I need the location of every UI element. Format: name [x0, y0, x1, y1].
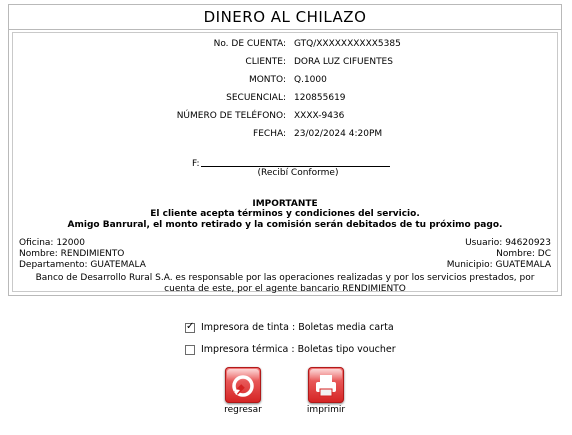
signature-label: F:: [192, 159, 200, 169]
office-text: Oficina: 12000: [19, 238, 85, 248]
disclaimer-text: Banco de Desarrollo Rural S.A. es responsable por las operaciones realizadas y por los servicios prestados, por cuenta de este, por el agente bancario RENDIMIENTO: [35, 273, 535, 294]
field-label: SECUENCIAL:: [226, 93, 286, 103]
user-text: Usuario: 94620923: [465, 238, 551, 248]
field-value: XXXX-9436: [294, 111, 345, 121]
field-value: DORA LUZ CIFUENTES: [294, 57, 393, 67]
inkjet-label: Impresora de tinta : Boletas media carta: [201, 322, 394, 333]
receipt-title: DINERO AL CHILAZO: [9, 5, 561, 30]
field-row-sequence: [13, 91, 557, 105]
field-row-date: [13, 127, 557, 141]
user-name-text: Nombre: DC: [496, 249, 551, 259]
printer-icon[interactable]: [308, 367, 344, 403]
agent-name-text: Nombre: RENDIMIENTO: [19, 249, 125, 259]
field-label: MONTO:: [248, 75, 286, 85]
check-icon: ✓: [186, 321, 195, 332]
important-line-1: El cliente acepta términos y condiciones del servicio.: [150, 209, 420, 219]
field-value: 120855619: [294, 93, 346, 103]
thermal-label: Impresora térmica : Boletas tipo voucher: [201, 344, 396, 355]
important-line-2: Amigo Banrural, el monto retirado y la comisión serán debitados de tu próximo pago.: [67, 220, 503, 230]
signature-line: [201, 166, 390, 167]
back-label: regresar: [224, 405, 262, 415]
receipt-panel: [8, 4, 562, 296]
field-row-client: [13, 55, 557, 69]
field-row-amount: [13, 73, 557, 87]
field-label: CLIENTE:: [245, 57, 286, 67]
option-thermal-printer[interactable]: [185, 343, 396, 357]
field-value: Q.1000: [294, 75, 327, 85]
field-value: 23/02/2024 4:20PM: [294, 129, 383, 139]
field-value: GTQ/XXXXXXXXXX5385: [294, 39, 401, 49]
signature-note: (Recibí Conforme): [257, 168, 339, 178]
inkjet-checkbox[interactable]: [185, 323, 195, 333]
important-title: IMPORTANTE: [252, 199, 318, 209]
field-label: NÚMERO DE TELÉFONO:: [176, 111, 286, 121]
field-row-phone: [13, 109, 557, 123]
field-label: FECHA:: [253, 129, 286, 139]
print-label: imprimir: [306, 405, 346, 415]
receipt-body: [12, 32, 558, 292]
thermal-checkbox[interactable]: [185, 345, 195, 355]
refresh-arrow-icon[interactable]: [225, 367, 261, 403]
field-label: No. DE CUENTA:: [213, 39, 286, 49]
department-text: Departamento: GUATEMALA: [19, 260, 146, 270]
option-inkjet-printer[interactable]: [185, 321, 394, 335]
print-button[interactable]: [300, 367, 352, 415]
back-button[interactable]: [217, 367, 269, 415]
municipality-text: Municipio: GUATEMALA: [446, 260, 551, 270]
field-row-account: [13, 37, 557, 51]
